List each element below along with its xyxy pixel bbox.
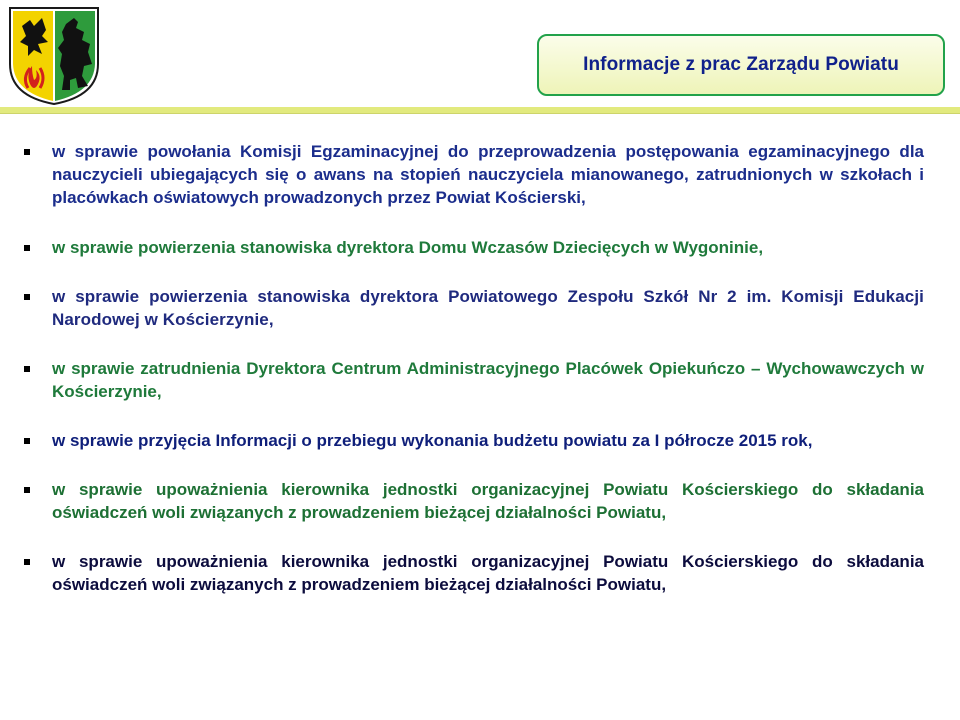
square-bullet-icon	[24, 245, 30, 251]
list-item	[24, 429, 924, 452]
list-item	[24, 357, 924, 403]
resolutions-list	[24, 140, 924, 596]
list-item	[24, 236, 924, 259]
list-item-text: w sprawie przyjęcia Informacji o przebiegu wykonania budżetu powiatu za I półrocze 2015 rok,	[52, 431, 813, 450]
list-item	[24, 478, 924, 524]
title-box	[537, 34, 945, 96]
list-item-text: w sprawie powołania Komisji Egzaminacyjnej do przeprowadzenia postępowania egzaminacyjnego dla nauczycieli ubiegających się o awans na stopień nauczyciela mianowanego, zatrudnionych w szkołach i placówkach oświatowych prowadzonych przez Powiat Kościerski,	[52, 142, 924, 207]
list-item-text: w sprawie powierzenia stanowiska dyrektora Powiatowego Zespołu Szkół Nr 2 im. Komisji Edukacji Narodowej w Kościerzynie,	[52, 287, 924, 329]
list-item	[24, 550, 924, 596]
square-bullet-icon	[24, 149, 30, 155]
list-item-text: w sprawie powierzenia stanowiska dyrektora Domu Wczasów Dziecięcych w Wygoninie,	[52, 238, 764, 257]
square-bullet-icon	[24, 438, 30, 444]
list-item-text: w sprawie zatrudnienia Dyrektora Centrum Administracyjnego Placówek Opiekuńczo – Wychowawczych w Kościerzynie,	[52, 359, 924, 401]
coat-of-arms-icon	[8, 6, 100, 106]
list-item-text: w sprawie upoważnienia kierownika jednostki organizacyjnej Powiatu Kościerskiego do składania oświadczeń woli związanych z prowadzeniem bieżącej działalności Powiatu,	[52, 480, 924, 522]
list-item-text: w sprawie upoważnienia kierownika jednostki organizacyjnej Powiatu Kościerskiego do składania oświadczeń woli związanych z prowadzeniem bieżącej działalności Powiatu,	[52, 552, 924, 594]
square-bullet-icon	[24, 294, 30, 300]
square-bullet-icon	[24, 366, 30, 372]
square-bullet-icon	[24, 559, 30, 565]
list-item	[24, 140, 924, 209]
page-title: Informacje z prac Zarządu Powiatu	[583, 54, 899, 75]
list-item	[24, 285, 924, 331]
square-bullet-icon	[24, 487, 30, 493]
header-divider-line	[0, 113, 960, 114]
